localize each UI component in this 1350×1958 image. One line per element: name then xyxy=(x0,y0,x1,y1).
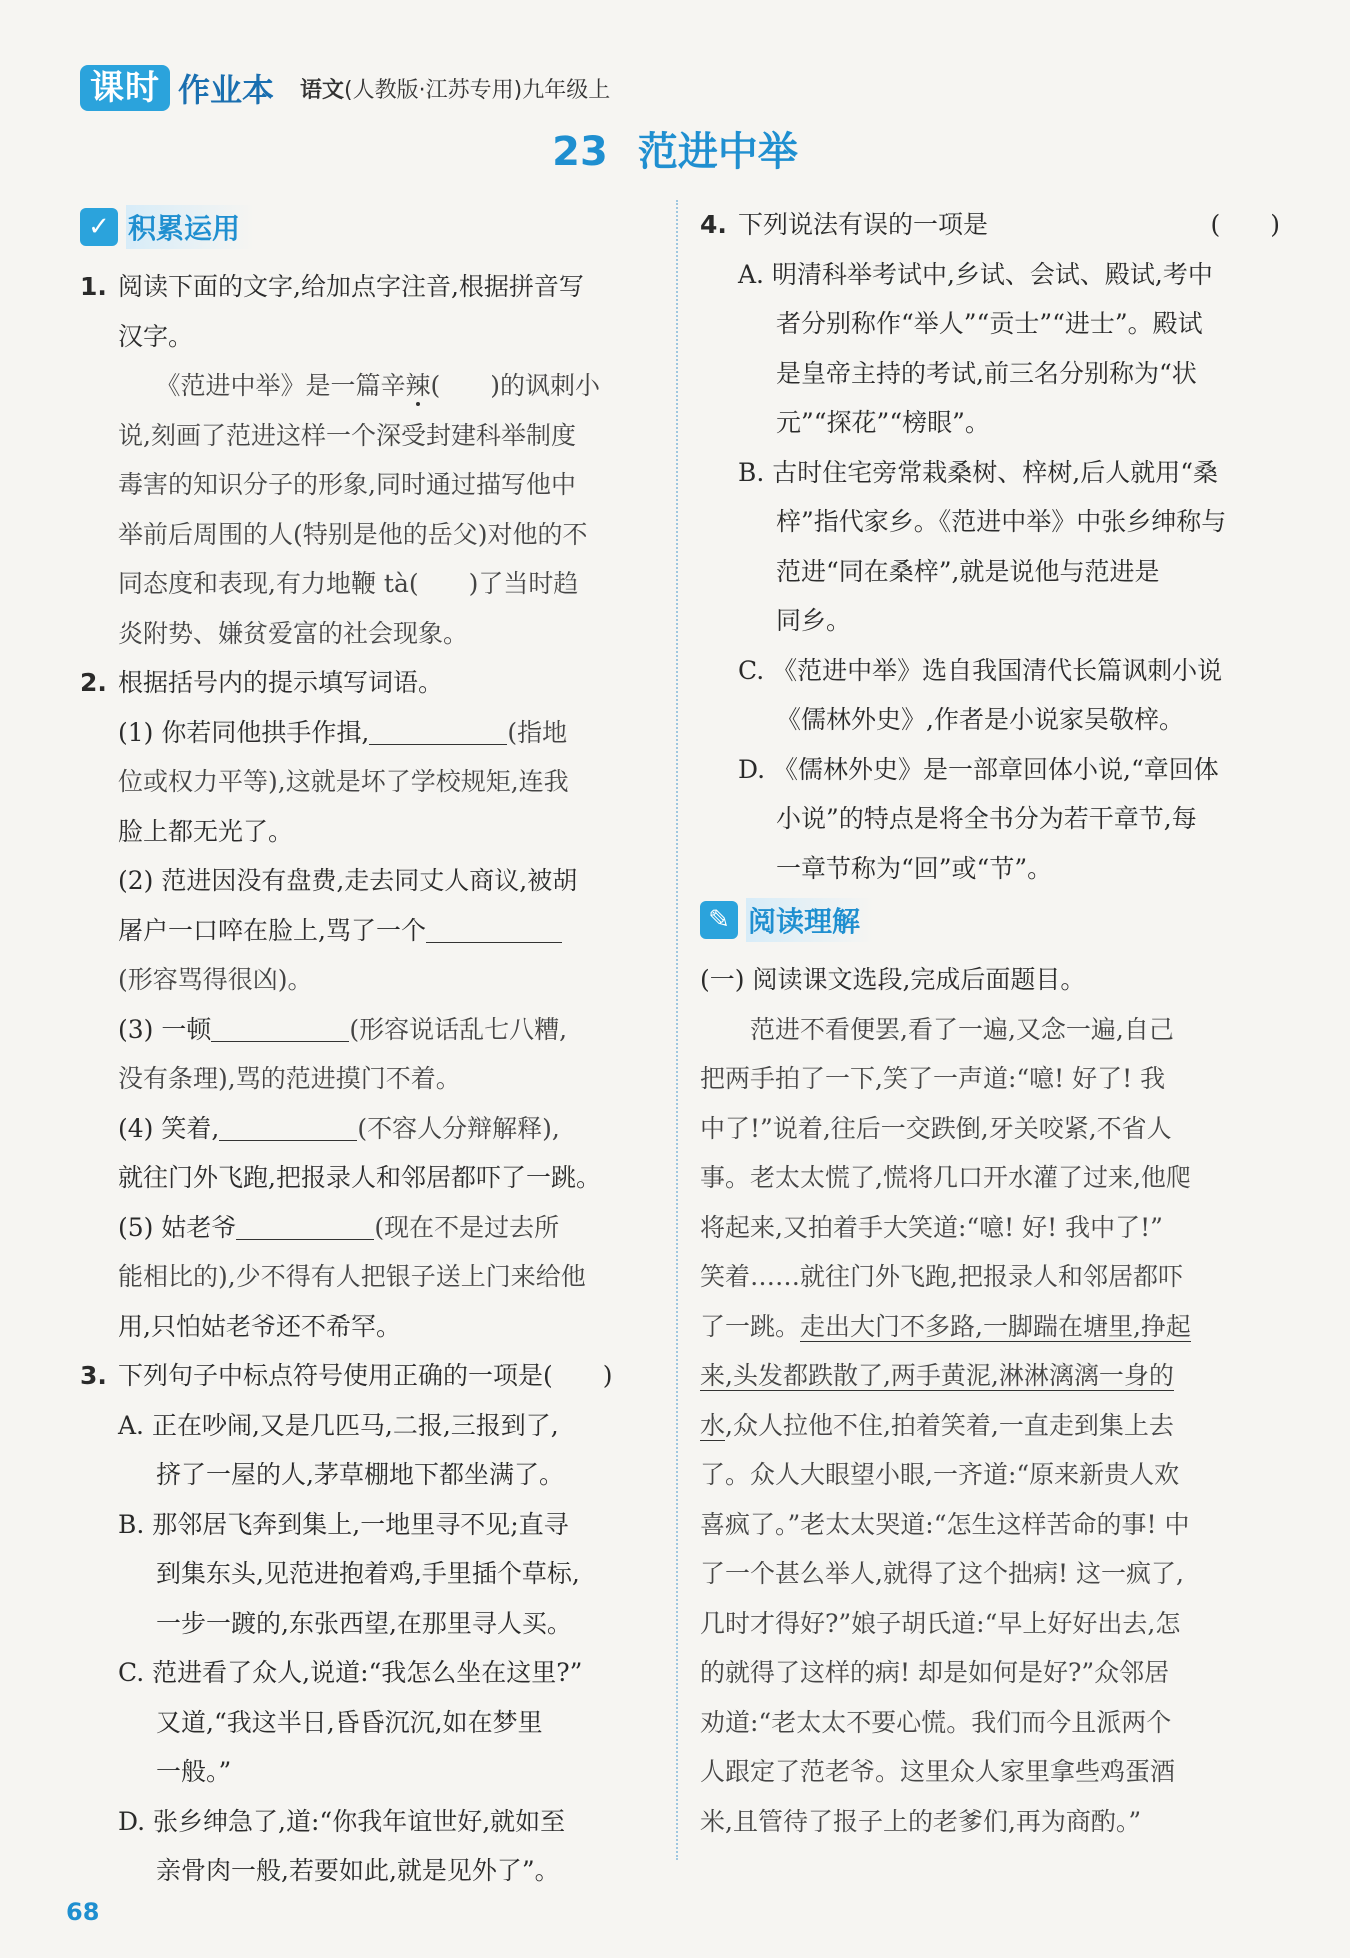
q2-hint: (形容说话乱七八糟, xyxy=(349,1014,568,1044)
lesson-number: 23 xyxy=(552,129,608,175)
option-b-cont: 梓”指代家乡。《范进中举》中张乡绅称与 xyxy=(776,507,1227,536)
option-d[interactable]: D. 《儒林外史》是一部章回体小说,“章回体 xyxy=(738,754,1219,784)
q2-item-text: (4) 笑着, xyxy=(118,1113,220,1143)
answer-blank[interactable] xyxy=(369,716,507,745)
passage-line: 人跟定了范老爷。这里众人家里拿些鸡蛋酒 xyxy=(700,1757,1176,1786)
q3-stem: 下列句子中标点符号使用正确的一项是( ) xyxy=(118,1361,613,1390)
q1-stem-line1: 阅读下面的文字,给加点字注音,根据拼音写 xyxy=(118,272,584,301)
option-a-cont: 者分别称作“举人”“贡士”“进士”。殿试 xyxy=(776,309,1203,338)
q2-item-text: (2) 范进因没有盘费,走去同丈人商议,被胡 xyxy=(118,866,578,895)
passage-line: 劝道:“老太太不要心慌。我们而今且派两个 xyxy=(700,1707,1172,1737)
option-b-cont: 一步一踱的,东张西望,在那里寻人买。 xyxy=(156,1608,572,1638)
question-number: 3. xyxy=(80,1361,107,1390)
option-b[interactable]: B. 那邻居飞奔到集上,一地里寻不见;直寻 xyxy=(118,1509,569,1539)
passage-text: 了一跳。 xyxy=(700,1311,801,1341)
q1-passage-line: 毒害的知识分子的形象,同时通过描写他中 xyxy=(118,470,576,499)
section-accumulate xyxy=(80,204,650,250)
underlined-sentence: 来,头发都跌散了,两手黄泥,淋淋漓漓一身的 xyxy=(700,1361,1174,1390)
q1-passage-line xyxy=(80,361,650,411)
logo-text: 作业本 xyxy=(178,71,275,109)
passage-line: 喜疯了。”老太太哭道:“怎生这样苦命的事! 中 xyxy=(700,1509,1190,1539)
answer-paren[interactable]: ( ) xyxy=(1210,210,1280,239)
passage-line: 几时才得好?”娘子胡氏道:“早上好好出去,怎 xyxy=(700,1608,1181,1638)
q2-item-text: (3) 一顿 xyxy=(118,1014,212,1044)
passage-line: 将起来,又拍着手大笑道:“噫! 好! 我中了!” xyxy=(700,1212,1163,1242)
answer-blank[interactable] xyxy=(219,1112,357,1141)
answer-blank[interactable] xyxy=(426,914,562,943)
option-d-cont: 亲骨肉一般,若要如此,就是见外了”。 xyxy=(156,1856,560,1885)
q2-item-text: 屠户一口啐在脸上,骂了一个 xyxy=(118,915,426,945)
q2-item-text: (5) 姑老爷 xyxy=(118,1212,237,1242)
q1-text: 《范进中举》是一篇辛 xyxy=(168,371,406,400)
q1-passage-line: 炎附势、嫌贫爱富的社会现象。 xyxy=(118,618,469,648)
left-column xyxy=(80,200,650,1896)
option-d-cont: 小说”的特点是将全书分为若干章节,每 xyxy=(776,804,1197,833)
option-c[interactable]: C. 《范进中举》选自我国清代长篇讽刺小说 xyxy=(738,655,1223,685)
answer-blank[interactable] xyxy=(236,1211,374,1240)
passage-line: 了一个甚么举人,就得了这个拙病! 这一疯了, xyxy=(700,1559,1184,1588)
q2-hint: (现在不是过去所 xyxy=(374,1212,560,1242)
question-2 xyxy=(80,658,650,1351)
subject-label: 语文 xyxy=(300,77,345,103)
q1-passage-line: 同态度和表现,有力地鞭 tà( )了当时趋 xyxy=(118,569,579,598)
question-3 xyxy=(80,1351,650,1896)
reading-intro: (一) 阅读课文选段,完成后面题目。 xyxy=(700,965,1086,994)
passage-line: 笑着……就往门外飞跑,把报录人和邻居都吓 xyxy=(700,1262,1183,1291)
q2-item-text: (1) 你若同他拱手作揖, xyxy=(118,717,370,747)
passage-line xyxy=(700,1401,1280,1451)
option-c-cont: 一般。” xyxy=(156,1757,232,1786)
q2-item-text: 用,只怕姑老爷还不希罕。 xyxy=(118,1311,401,1341)
q2-hint: 没有条理),骂的范进摸门不着。 xyxy=(118,1064,461,1093)
q1-passage-line: 说,刻画了范进这样一个深受封建科举制度 xyxy=(118,420,576,450)
passage-line: 把两手拍了一下,笑了一声道:“噫! 好了! 我 xyxy=(700,1064,1166,1093)
passage-line: 的就得了这样的病! 却是如何是好?”众邻居 xyxy=(700,1658,1170,1687)
q2-hint: (形容骂得很凶)。 xyxy=(118,965,313,994)
option-c-cont: 又道,“我这半日,昏昏沉沉,如在梦里 xyxy=(156,1707,543,1737)
passage-text: ,众人拉他不住,拍着笑着,一直走到集上去 xyxy=(725,1410,1174,1440)
underlined-sentence: 水 xyxy=(700,1410,726,1440)
book-subtitle xyxy=(300,73,610,104)
option-d[interactable]: D. 张乡绅急了,道:“你我年谊世好,就如至 xyxy=(118,1806,566,1836)
option-a[interactable]: A. 明清科举考试中,乡试、会试、殿试,考中 xyxy=(738,259,1213,289)
underlined-sentence: 走出大门不多路,一脚踹在塘里,挣起 xyxy=(800,1311,1191,1341)
q2-hint: (指地 xyxy=(507,717,568,747)
option-c[interactable]: C. 范进看了众人,说道:“我怎么坐在这里?” xyxy=(118,1658,583,1687)
answer-blank[interactable] xyxy=(211,1013,349,1042)
q2-item-text: 位或权力平等),这就是坏了学校规矩,连我 xyxy=(118,767,569,796)
section-title-accumulate: 积累运用 xyxy=(126,205,254,249)
option-b[interactable]: B. 古时住宅旁常栽桑树、梓树,后人就用“桑 xyxy=(738,457,1218,487)
option-b-cont: 同乡。 xyxy=(776,606,852,635)
page-number: 68 xyxy=(66,1898,100,1926)
passage-line xyxy=(700,1302,1280,1352)
q1-text: ( )的讽刺小 xyxy=(430,371,601,400)
q1-stem-line2: 汉字。 xyxy=(118,321,194,351)
option-a[interactable]: A. 正在吵闹,又是几匹马,二报,三报到了, xyxy=(118,1410,559,1440)
question-1 xyxy=(80,262,650,658)
lesson-title xyxy=(0,120,1350,177)
passage-line xyxy=(700,1351,1280,1401)
reading-passage xyxy=(700,955,1280,1846)
dotted-char: 辣 xyxy=(405,371,431,400)
q2-hint: 能相比的),少不得有人把银子送上门来给他 xyxy=(118,1262,586,1291)
right-column xyxy=(700,200,1280,1846)
section-reading xyxy=(700,897,1280,943)
logo-badge: 课时 xyxy=(80,65,170,111)
passage-line: 了。众人大眼望小眼,一齐道:“原来新贵人欢 xyxy=(700,1460,1180,1489)
option-b-cont: 范进“同在桑梓”,就是说他与范进是 xyxy=(776,556,1160,586)
q2-item-text: 脸上都无光了。 xyxy=(118,816,294,846)
question-number: 2. xyxy=(80,668,107,697)
q2-item-text: 就往门外飞跑,把报录人和邻居都吓了一跳。 xyxy=(118,1163,601,1192)
passage-line: 范进不看便罢,看了一遍,又念一遍,自己 xyxy=(750,1014,1174,1044)
passage-line: 中了!”说着,往后一交跌倒,牙关咬紧,不省人 xyxy=(700,1113,1172,1143)
header xyxy=(80,62,610,114)
option-b-cont: 到集东头,见范进抱着鸡,手里插个草标, xyxy=(156,1559,580,1588)
question-number: 1. xyxy=(80,272,107,301)
edition-label: (人教版·江苏专用)九年级上 xyxy=(344,77,611,103)
checkmark-icon: ✓ xyxy=(80,208,118,246)
option-a-cont: 是皇帝主持的考试,前三名分别称为“状 xyxy=(776,358,1197,388)
question-4 xyxy=(700,200,1280,893)
pencil-icon: ✎ xyxy=(700,901,738,939)
option-a-cont: 元”“探花”“榜眼”。 xyxy=(776,408,990,437)
column-divider xyxy=(676,200,678,1860)
section-title-reading: 阅读理解 xyxy=(746,898,874,942)
q1-passage-line: 举前后周围的人(特别是他的岳父)对他的不 xyxy=(118,519,588,549)
passage-line: 米,且管待了报子上的老爹们,再为商酌。” xyxy=(700,1806,1142,1836)
option-c-cont: 《儒林外史》,作者是小说家吴敬梓。 xyxy=(776,705,1184,734)
option-a-cont: 挤了一屋的人,茅草棚地下都坐满了。 xyxy=(156,1460,564,1489)
lesson-name: 范进中举 xyxy=(637,129,798,175)
option-d-cont: 一章节称为“回”或“节”。 xyxy=(776,853,1053,883)
q2-stem: 根据括号内的提示填写词语。 xyxy=(118,668,444,697)
question-number: 4. xyxy=(700,210,727,239)
q2-hint: (不容人分辩解释), xyxy=(357,1113,560,1143)
passage-line: 事。老太太慌了,慌将几口开水灌了过来,他爬 xyxy=(700,1163,1191,1192)
q4-stem: 下列说法有误的一项是 xyxy=(738,210,989,239)
